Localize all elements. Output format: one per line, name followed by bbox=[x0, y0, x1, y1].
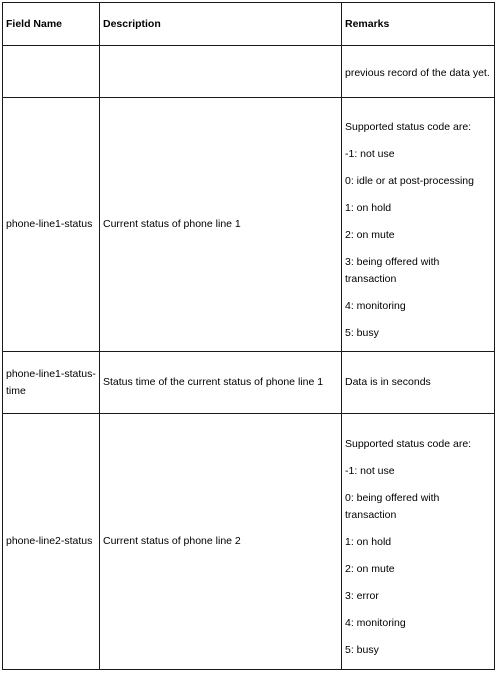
remark-line: 4: monitoring bbox=[345, 300, 406, 312]
header-field-name: Field Name bbox=[3, 3, 100, 46]
cell-description bbox=[100, 46, 342, 98]
header-description: Description bbox=[100, 3, 342, 46]
table-row bbox=[3, 352, 495, 414]
remark-line: 4: monitoring bbox=[345, 617, 406, 629]
remark-line: 5: busy bbox=[345, 327, 379, 339]
header-remarks: Remarks bbox=[342, 3, 495, 46]
remark-line: 0: idle or at post-processing bbox=[345, 175, 474, 187]
remark-line: 2: on mute bbox=[345, 563, 395, 575]
table-row-continuation bbox=[3, 46, 495, 98]
remark-line: Supported status code are: bbox=[345, 121, 472, 133]
cell-remarks bbox=[342, 98, 495, 352]
remark-line: 1: on hold bbox=[345, 202, 392, 214]
table-row bbox=[3, 414, 495, 670]
remark-line: -1: not use bbox=[345, 465, 395, 477]
field-spec-table bbox=[2, 2, 495, 670]
remark-line: Supported status code are: bbox=[345, 438, 472, 450]
remark-line: 5: busy bbox=[345, 644, 379, 656]
cell-field-name: phone-line1-status bbox=[3, 98, 100, 352]
remark-line: -1: not use bbox=[345, 148, 395, 160]
cell-remarks bbox=[342, 414, 495, 670]
remark-line: 3: being offered with transaction bbox=[345, 256, 440, 285]
cell-description: Current status of phone line 2 bbox=[100, 414, 342, 670]
cell-field-name: phone-line2-status bbox=[3, 414, 100, 670]
table-row bbox=[3, 98, 495, 352]
remark-line: 1: on hold bbox=[345, 536, 392, 548]
cell-remarks: Data is in seconds bbox=[342, 352, 495, 414]
remark-line: 0: being offered with transaction bbox=[345, 492, 440, 521]
table-header-row bbox=[3, 3, 495, 46]
remark-line: 2: on mute bbox=[345, 229, 395, 241]
cell-description: Status time of the current status of phone line 1 bbox=[100, 352, 342, 414]
cell-description: Current status of phone line 1 bbox=[100, 98, 342, 352]
cell-field-name: phone-line1-status-time bbox=[3, 352, 100, 414]
cell-remarks: previous record of the data yet. bbox=[342, 46, 495, 98]
cell-field-name bbox=[3, 46, 100, 98]
remark-line: 3: error bbox=[345, 590, 379, 602]
